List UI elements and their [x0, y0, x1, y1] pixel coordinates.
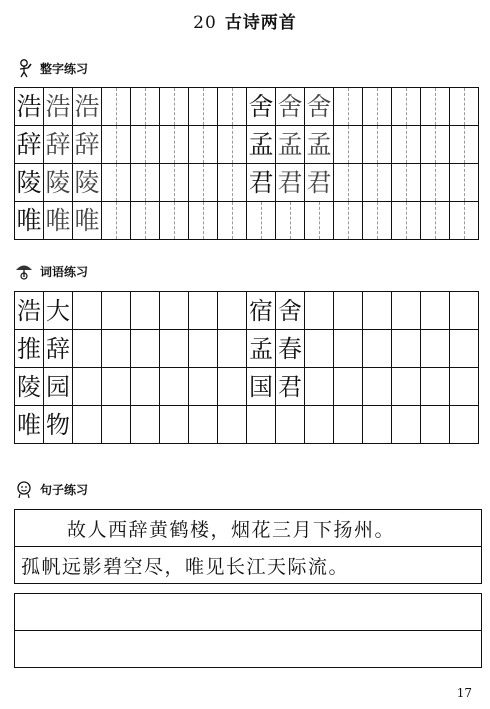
grid-cell[interactable]: 辞 — [73, 126, 102, 164]
grid-cell[interactable] — [392, 202, 421, 240]
lesson-title: 古诗两首 — [224, 13, 297, 33]
grid-cell[interactable] — [363, 406, 392, 444]
grid-cell[interactable] — [392, 88, 421, 126]
grid-cell[interactable] — [131, 88, 160, 126]
grid-cell[interactable]: 园 — [44, 368, 73, 406]
grid-cell[interactable] — [131, 126, 160, 164]
grid-cell[interactable] — [450, 368, 479, 406]
grid-cell[interactable] — [450, 292, 479, 330]
grid-cell[interactable] — [421, 164, 450, 202]
grid-cell[interactable] — [131, 368, 160, 406]
grid-cell[interactable]: 舍 — [247, 88, 276, 126]
page-number: 17 — [456, 686, 472, 700]
grid-cell[interactable] — [392, 406, 421, 444]
grid-cell[interactable]: 孟 — [276, 126, 305, 164]
grid-cell[interactable] — [102, 164, 131, 202]
grid-cell[interactable]: 唯 — [15, 406, 44, 444]
grid-cell[interactable]: 陵 — [15, 164, 44, 202]
section-word-practice — [14, 259, 88, 283]
grid-cell[interactable] — [276, 202, 305, 240]
grid-cell[interactable] — [305, 368, 334, 406]
grid-cell[interactable] — [131, 292, 160, 330]
section-sentence-practice — [14, 477, 88, 501]
sentence-line — [14, 510, 482, 547]
grid-cell[interactable]: 辞 — [15, 126, 44, 164]
grid-cell[interactable] — [363, 368, 392, 406]
grid-cell[interactable] — [392, 368, 421, 406]
grid-cell[interactable] — [305, 330, 334, 368]
grid-cell[interactable]: 陵 — [44, 164, 73, 202]
grid-cell[interactable]: 浩 — [73, 88, 102, 126]
grid-cell[interactable] — [363, 330, 392, 368]
grid-cell[interactable] — [73, 292, 102, 330]
grid-cell[interactable] — [189, 88, 218, 126]
grid-cell[interactable] — [363, 126, 392, 164]
char-practice-grid — [14, 87, 479, 240]
grid-cell[interactable]: 舍 — [305, 88, 334, 126]
grid-cell[interactable]: 唯 — [73, 202, 102, 240]
grid-cell[interactable] — [160, 126, 189, 164]
grid-cell[interactable]: 舍 — [276, 292, 305, 330]
grid-cell[interactable] — [305, 406, 334, 444]
grid-cell[interactable]: 君 — [276, 164, 305, 202]
grid-cell[interactable] — [218, 406, 247, 444]
grid-cell[interactable] — [102, 202, 131, 240]
grid-cell[interactable] — [160, 88, 189, 126]
kid-writing-icon — [14, 58, 34, 78]
grid-cell[interactable] — [189, 368, 218, 406]
grid-cell[interactable] — [392, 330, 421, 368]
grid-cell[interactable]: 唯 — [44, 202, 73, 240]
grid-cell[interactable] — [218, 292, 247, 330]
grid-cell[interactable] — [160, 406, 189, 444]
grid-cell[interactable] — [218, 164, 247, 202]
grid-cell[interactable] — [450, 126, 479, 164]
page-title — [0, 8, 490, 33]
grid-cell[interactable] — [334, 406, 363, 444]
grid-cell[interactable]: 孟 — [247, 330, 276, 368]
section-label: 词语练习 — [40, 264, 89, 279]
grid-cell[interactable] — [218, 330, 247, 368]
grid-cell[interactable] — [189, 292, 218, 330]
grid-cell[interactable]: 国 — [247, 368, 276, 406]
grid-cell[interactable] — [276, 406, 305, 444]
grid-cell[interactable] — [160, 292, 189, 330]
grid-cell[interactable]: 陵 — [73, 164, 102, 202]
grid-cell[interactable] — [334, 330, 363, 368]
grid-cell[interactable] — [363, 292, 392, 330]
grid-cell[interactable] — [131, 164, 160, 202]
grid-cell[interactable] — [73, 330, 102, 368]
grid-cell[interactable]: 辞 — [44, 330, 73, 368]
lesson-number: 20 — [193, 13, 217, 33]
grid-cell[interactable]: 陵 — [15, 368, 44, 406]
grid-cell[interactable] — [392, 126, 421, 164]
grid-cell[interactable]: 唯 — [15, 202, 44, 240]
grid-cell[interactable]: 浩 — [15, 292, 44, 330]
grid-cell[interactable]: 春 — [276, 330, 305, 368]
grid-cell[interactable] — [421, 88, 450, 126]
grid-cell[interactable]: 舍 — [276, 88, 305, 126]
grid-cell[interactable]: 浩 — [15, 88, 44, 126]
grid-cell[interactable] — [450, 202, 479, 240]
grid-cell[interactable] — [305, 292, 334, 330]
section-char-practice — [14, 56, 88, 80]
grid-cell[interactable] — [363, 88, 392, 126]
grid-cell[interactable] — [218, 126, 247, 164]
grid-cell[interactable] — [363, 202, 392, 240]
grid-cell[interactable] — [334, 164, 363, 202]
grid-cell[interactable] — [247, 406, 276, 444]
grid-cell[interactable] — [450, 88, 479, 126]
grid-cell[interactable] — [102, 330, 131, 368]
grid-cell[interactable]: 物 — [44, 406, 73, 444]
umbrella-kid-icon — [14, 261, 34, 281]
grid-cell[interactable]: 推 — [15, 330, 44, 368]
grid-cell[interactable]: 君 — [305, 164, 334, 202]
grid-cell[interactable]: 辞 — [44, 126, 73, 164]
grid-cell[interactable] — [421, 406, 450, 444]
grid-cell[interactable]: 大 — [44, 292, 73, 330]
grid-cell[interactable] — [218, 202, 247, 240]
grid-cell[interactable]: 君 — [276, 368, 305, 406]
grid-cell[interactable]: 宿 — [247, 292, 276, 330]
grid-cell[interactable] — [218, 88, 247, 126]
grid-cell[interactable] — [189, 202, 218, 240]
grid-cell[interactable] — [131, 330, 160, 368]
grid-cell[interactable] — [189, 164, 218, 202]
section-label: 句子练习 — [40, 482, 89, 497]
grid-cell[interactable] — [160, 368, 189, 406]
grid-cell[interactable] — [189, 330, 218, 368]
grid-cell[interactable] — [189, 126, 218, 164]
word-practice-grid — [14, 291, 479, 444]
grid-cell[interactable] — [102, 406, 131, 444]
cartoon-head-icon — [14, 479, 34, 499]
grid-cell[interactable] — [334, 292, 363, 330]
grid-cell[interactable] — [160, 202, 189, 240]
grid-cell[interactable] — [73, 406, 102, 444]
grid-cell[interactable]: 浩 — [44, 88, 73, 126]
grid-cell[interactable] — [189, 406, 218, 444]
grid-cell[interactable] — [73, 368, 102, 406]
grid-cell[interactable] — [218, 368, 247, 406]
grid-cell[interactable] — [160, 330, 189, 368]
sentence-text: 故人西辞黄鹤楼，烟花三月下扬州。 — [67, 518, 396, 541]
grid-cell[interactable] — [421, 202, 450, 240]
grid-cell[interactable] — [392, 292, 421, 330]
grid-cell[interactable] — [334, 202, 363, 240]
grid-cell[interactable] — [334, 126, 363, 164]
sentence-text: 孤帆远影碧空尽，唯见长江天际流。 — [21, 555, 350, 578]
grid-cell[interactable] — [450, 330, 479, 368]
sentence-lines-blank — [14, 593, 482, 668]
grid-cell[interactable] — [247, 202, 276, 240]
grid-cell[interactable]: 孟 — [247, 126, 276, 164]
sentence-line — [14, 547, 482, 584]
grid-cell[interactable] — [131, 406, 160, 444]
grid-cell[interactable] — [334, 88, 363, 126]
grid-cell[interactable] — [160, 164, 189, 202]
grid-cell[interactable]: 君 — [247, 164, 276, 202]
grid-cell[interactable]: 孟 — [305, 126, 334, 164]
grid-cell[interactable] — [102, 368, 131, 406]
sentence-lines-filled — [14, 509, 482, 584]
grid-cell[interactable] — [102, 292, 131, 330]
grid-cell[interactable] — [421, 368, 450, 406]
grid-cell[interactable] — [363, 164, 392, 202]
grid-cell[interactable] — [334, 368, 363, 406]
blank-writing-line[interactable] — [14, 594, 482, 631]
grid-cell[interactable] — [305, 202, 334, 240]
grid-cell[interactable] — [102, 88, 131, 126]
grid-cell[interactable] — [102, 126, 131, 164]
grid-cell[interactable] — [421, 330, 450, 368]
blank-writing-line[interactable] — [14, 631, 482, 668]
grid-cell[interactable] — [450, 164, 479, 202]
grid-cell[interactable] — [421, 126, 450, 164]
grid-cell[interactable] — [450, 406, 479, 444]
grid-cell[interactable] — [131, 202, 160, 240]
grid-cell[interactable] — [421, 292, 450, 330]
grid-cell[interactable] — [392, 164, 421, 202]
section-label: 整字练习 — [40, 61, 89, 76]
